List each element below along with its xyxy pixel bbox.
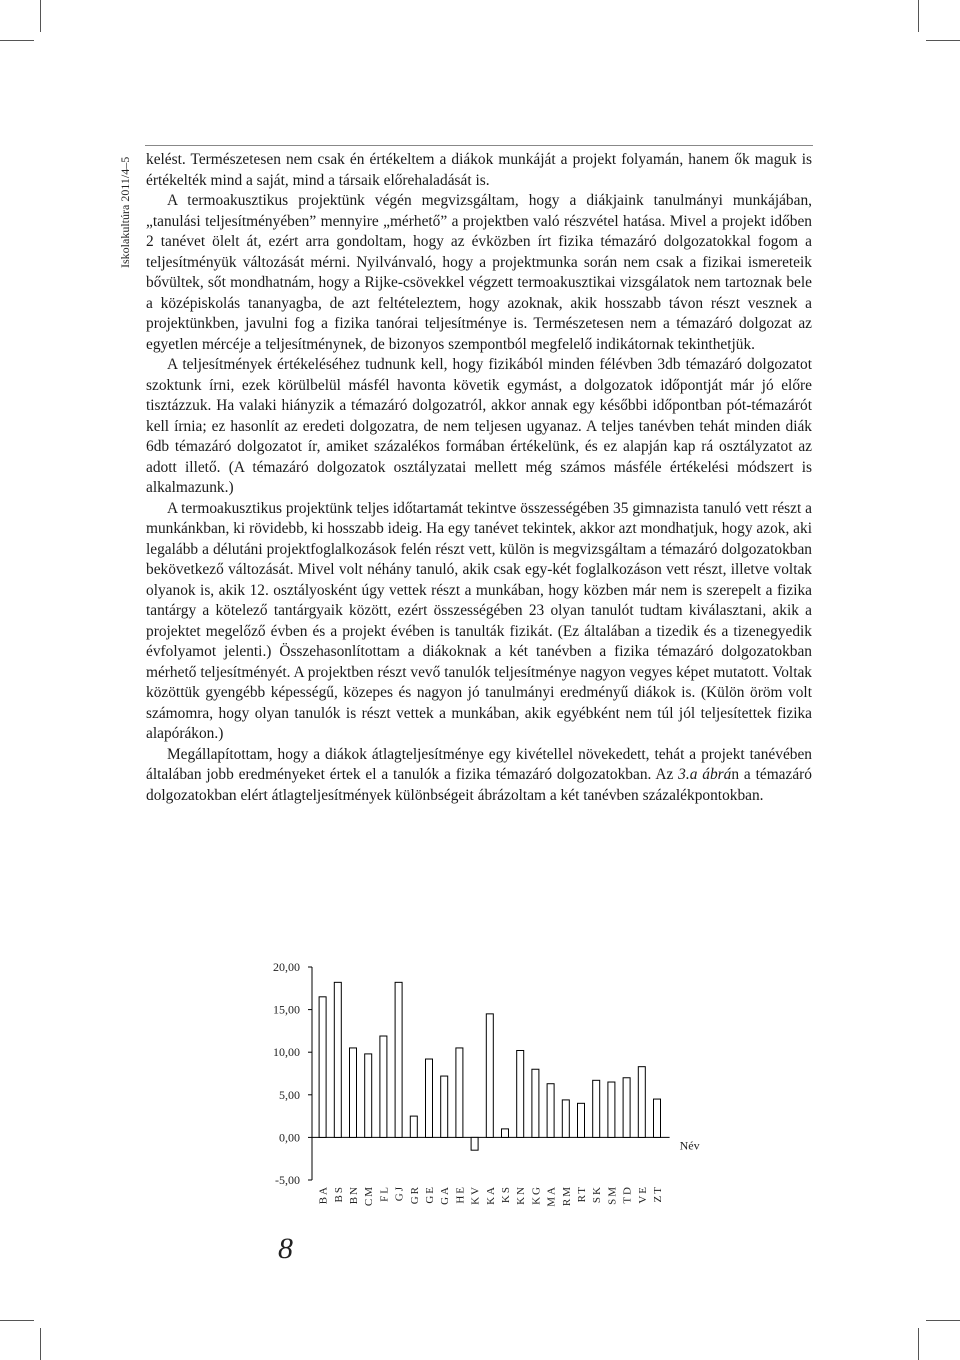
x-tick-label: CM (363, 1185, 376, 1207)
bar (502, 1129, 509, 1138)
x-axis-label: Név (679, 1138, 700, 1153)
paragraph-text: n a témazáró dolgozatokban elért átlagteljesítmények különbségeit ábrázoltam a két tanévben százalékpontokban. (146, 766, 812, 804)
crop-mark (918, 0, 919, 32)
crop-mark (926, 40, 960, 41)
x-tick-label: FL (378, 1185, 391, 1202)
crop-mark (40, 1328, 41, 1360)
crop-mark (0, 40, 34, 41)
bar (365, 1054, 372, 1137)
x-tick-label: GJ (393, 1185, 406, 1202)
x-tick-label: BS (332, 1185, 345, 1203)
x-tick-label: VE (636, 1185, 649, 1204)
y-tick-label: 20,00 (273, 960, 300, 974)
x-tick-label: SM (606, 1185, 619, 1205)
x-tick-label: KS (500, 1185, 512, 1204)
bar (593, 1080, 600, 1137)
x-tick-label: KV (469, 1185, 482, 1205)
crop-mark (0, 1320, 34, 1321)
y-tick-label: -5,00 (275, 1173, 300, 1187)
crop-mark (918, 1328, 919, 1360)
bar (654, 1099, 661, 1137)
bar (410, 1116, 417, 1137)
bar (578, 1103, 585, 1137)
bar (350, 1048, 357, 1137)
bar (608, 1082, 615, 1137)
x-tick-label: BN (348, 1185, 360, 1205)
paragraph: A termoakusztikus projektünk végén megvizsgáltam, hogy a diákjaink tanulmányi munkájában, „tanulási teljesítményében” mennyire „mérhető” a projektben való részvétel hatása. Mivel a projekt időben 2 tanévet ölelt át, ezért arra gondoltam, hogy az évközben írt fizika témazáró dolgozatokkal fogom a teljesítményük változását mérni. Nyilvánvaló, hogy a projektmunka során nem csak a fizikai ismereteik bővültek, sőt mondhatnám, hogy a Rijke-csövekkel végzett termoakusztikai vizsgálatok nem tartoznak bele a középiskolás tananyagba, de azt feltételeztem, hogy azoknak, akik hosszabb távon részt vesznek a projektünkben, javulni fog a fizika tanórai teljesítménye is. Természetesen nem a témazáró dolgozat az egyetlen mércéje a teljesítménynek, de bizonyos szempontból megfelelő indikátornak tekinthetjük. (146, 192, 812, 353)
x-tick-label: GR (408, 1185, 421, 1205)
y-tick-label: 15,00 (273, 1002, 300, 1017)
y-tick-label: 5,00 (279, 1087, 300, 1102)
y-tick-label: 0,00 (279, 1130, 300, 1145)
x-tick-label: SK (591, 1185, 604, 1204)
paragraph: A termoakusztikus projektünk teljes időtartamát tekintve összességében 35 gimnazista tanuló vett részt a munkánkban, ki rövidebb, ki hosszabb ideig. Ha egy tanévet tekintek, akkor azt mondhatjuk, hogy azok, aki legalább a délutáni projektfoglalkozások felén részt vett, külön is megvizsgáltam a témazáró dolgozatokban bekövetkező változását. Mivel volt néhány tanuló, akik csak egy-két foglalkozáson vett részt, illetve voltak olyanok is, akik 12. osztályosként úgy vettek részt a munkában, hogy közben már nem is szerepelt a fizika tantárgy a kötelező tantárgyaik között, ezért összességében 23 olyan tanulót tudtam kiválasztani, akik a projektet megelőző évben és a projekt évében is tanulták fizikát. (Ez általában a tizedik és a tizenegyedik évfolyamot jelenti.) Összehasonlítottam a diákoknak a két tanévben a fizika témazáró dolgozatokban mérhető teljesítményét. A projektben részt vevő tanulók teljesítménye nagyon vegyes képet mutatott. Voltak közöttük gyengébb képességű, közepes és nagyon jó tanulmányi eredményű diákok is. (Külön öröm volt számomra, hogy olyan tanulók is részt vettek a munkában, akik egyébként nem túl jól teljesítettek fizika alapórákon.) (146, 499, 812, 742)
bar (486, 1014, 493, 1138)
bar (334, 982, 341, 1137)
bar (638, 1067, 645, 1138)
paragraph: A teljesítmények értékeléséhez tudnunk kell, hogy fizikából minden félévben 3db témazáró dolgozatot szoktunk írni, ezek körülbelül másfél havonta követik egymást, a dolgozatok időpontját már jó előre tisztázzuk. Ha valaki hiányzik a témazáró dolgozatról, akkor annak egy későbbi időpontban pót-témazárót kell írnia; ez hasonlít az eredeti dolgozatra, de nem teljesen ugyanaz. A teljes tanévben tehát minden diák 6db témazáró dolgozatot ír, amiket százalékos formában értékelünk, és ez alapján kap rá osztályzatot az adott illető. (A témazáró dolgozatok osztályzatai mellett még számos másféle értékelési módszert is alkalmazunk.) (146, 356, 812, 496)
bar (380, 1036, 387, 1137)
x-tick-label: TD (621, 1185, 634, 1204)
bar (456, 1048, 463, 1137)
bar-chart (250, 955, 710, 1207)
bar (441, 1076, 448, 1137)
bar (547, 1084, 554, 1138)
x-tick-label: RM (560, 1185, 573, 1207)
x-tick-label: KN (515, 1185, 528, 1205)
paragraph: kelést. Természetesen nem csak én értékeltem a diákok munkáját a projekt folyamán, hanem ők maguk is értékelték mind a saját, mind a társaik előrehaladását is. (146, 151, 812, 189)
bar (517, 1050, 524, 1137)
page-number: 8 (278, 1232, 293, 1265)
header-rule (145, 145, 813, 146)
x-tick-label: GA (439, 1185, 452, 1205)
crop-mark (40, 0, 41, 32)
x-tick-label: KA (484, 1185, 497, 1205)
figure-reference: 3.a ábrá (678, 766, 732, 783)
paragraph-text: Megállapítottam, hogy a diákok átlagteljesítménye egy kivétellel növekedett, tehát a projekt tanévében általában jobb eredményeket értek el a tanulók a fizika témazáró dolgozatokban. Az (146, 745, 812, 783)
running-head: Iskolakultúra 2011/4–5 (118, 156, 132, 268)
x-tick-label: HE (454, 1185, 467, 1204)
x-tick-label: BA (317, 1185, 330, 1205)
x-tick-label: MA (545, 1185, 558, 1207)
article-body (146, 150, 812, 806)
x-tick-label: KG (530, 1185, 543, 1205)
bar (395, 982, 402, 1137)
x-tick-label: ZT (652, 1185, 664, 1203)
paragraph (146, 745, 812, 807)
bar (471, 1137, 478, 1150)
bar (562, 1100, 569, 1137)
crop-mark (926, 1320, 960, 1321)
x-tick-label: GE (424, 1185, 436, 1204)
bar (532, 1069, 539, 1137)
bar (319, 997, 326, 1138)
bar (426, 1059, 433, 1137)
bar (623, 1078, 630, 1138)
x-tick-label: RT (576, 1185, 588, 1203)
y-tick-label: 10,00 (273, 1045, 300, 1060)
